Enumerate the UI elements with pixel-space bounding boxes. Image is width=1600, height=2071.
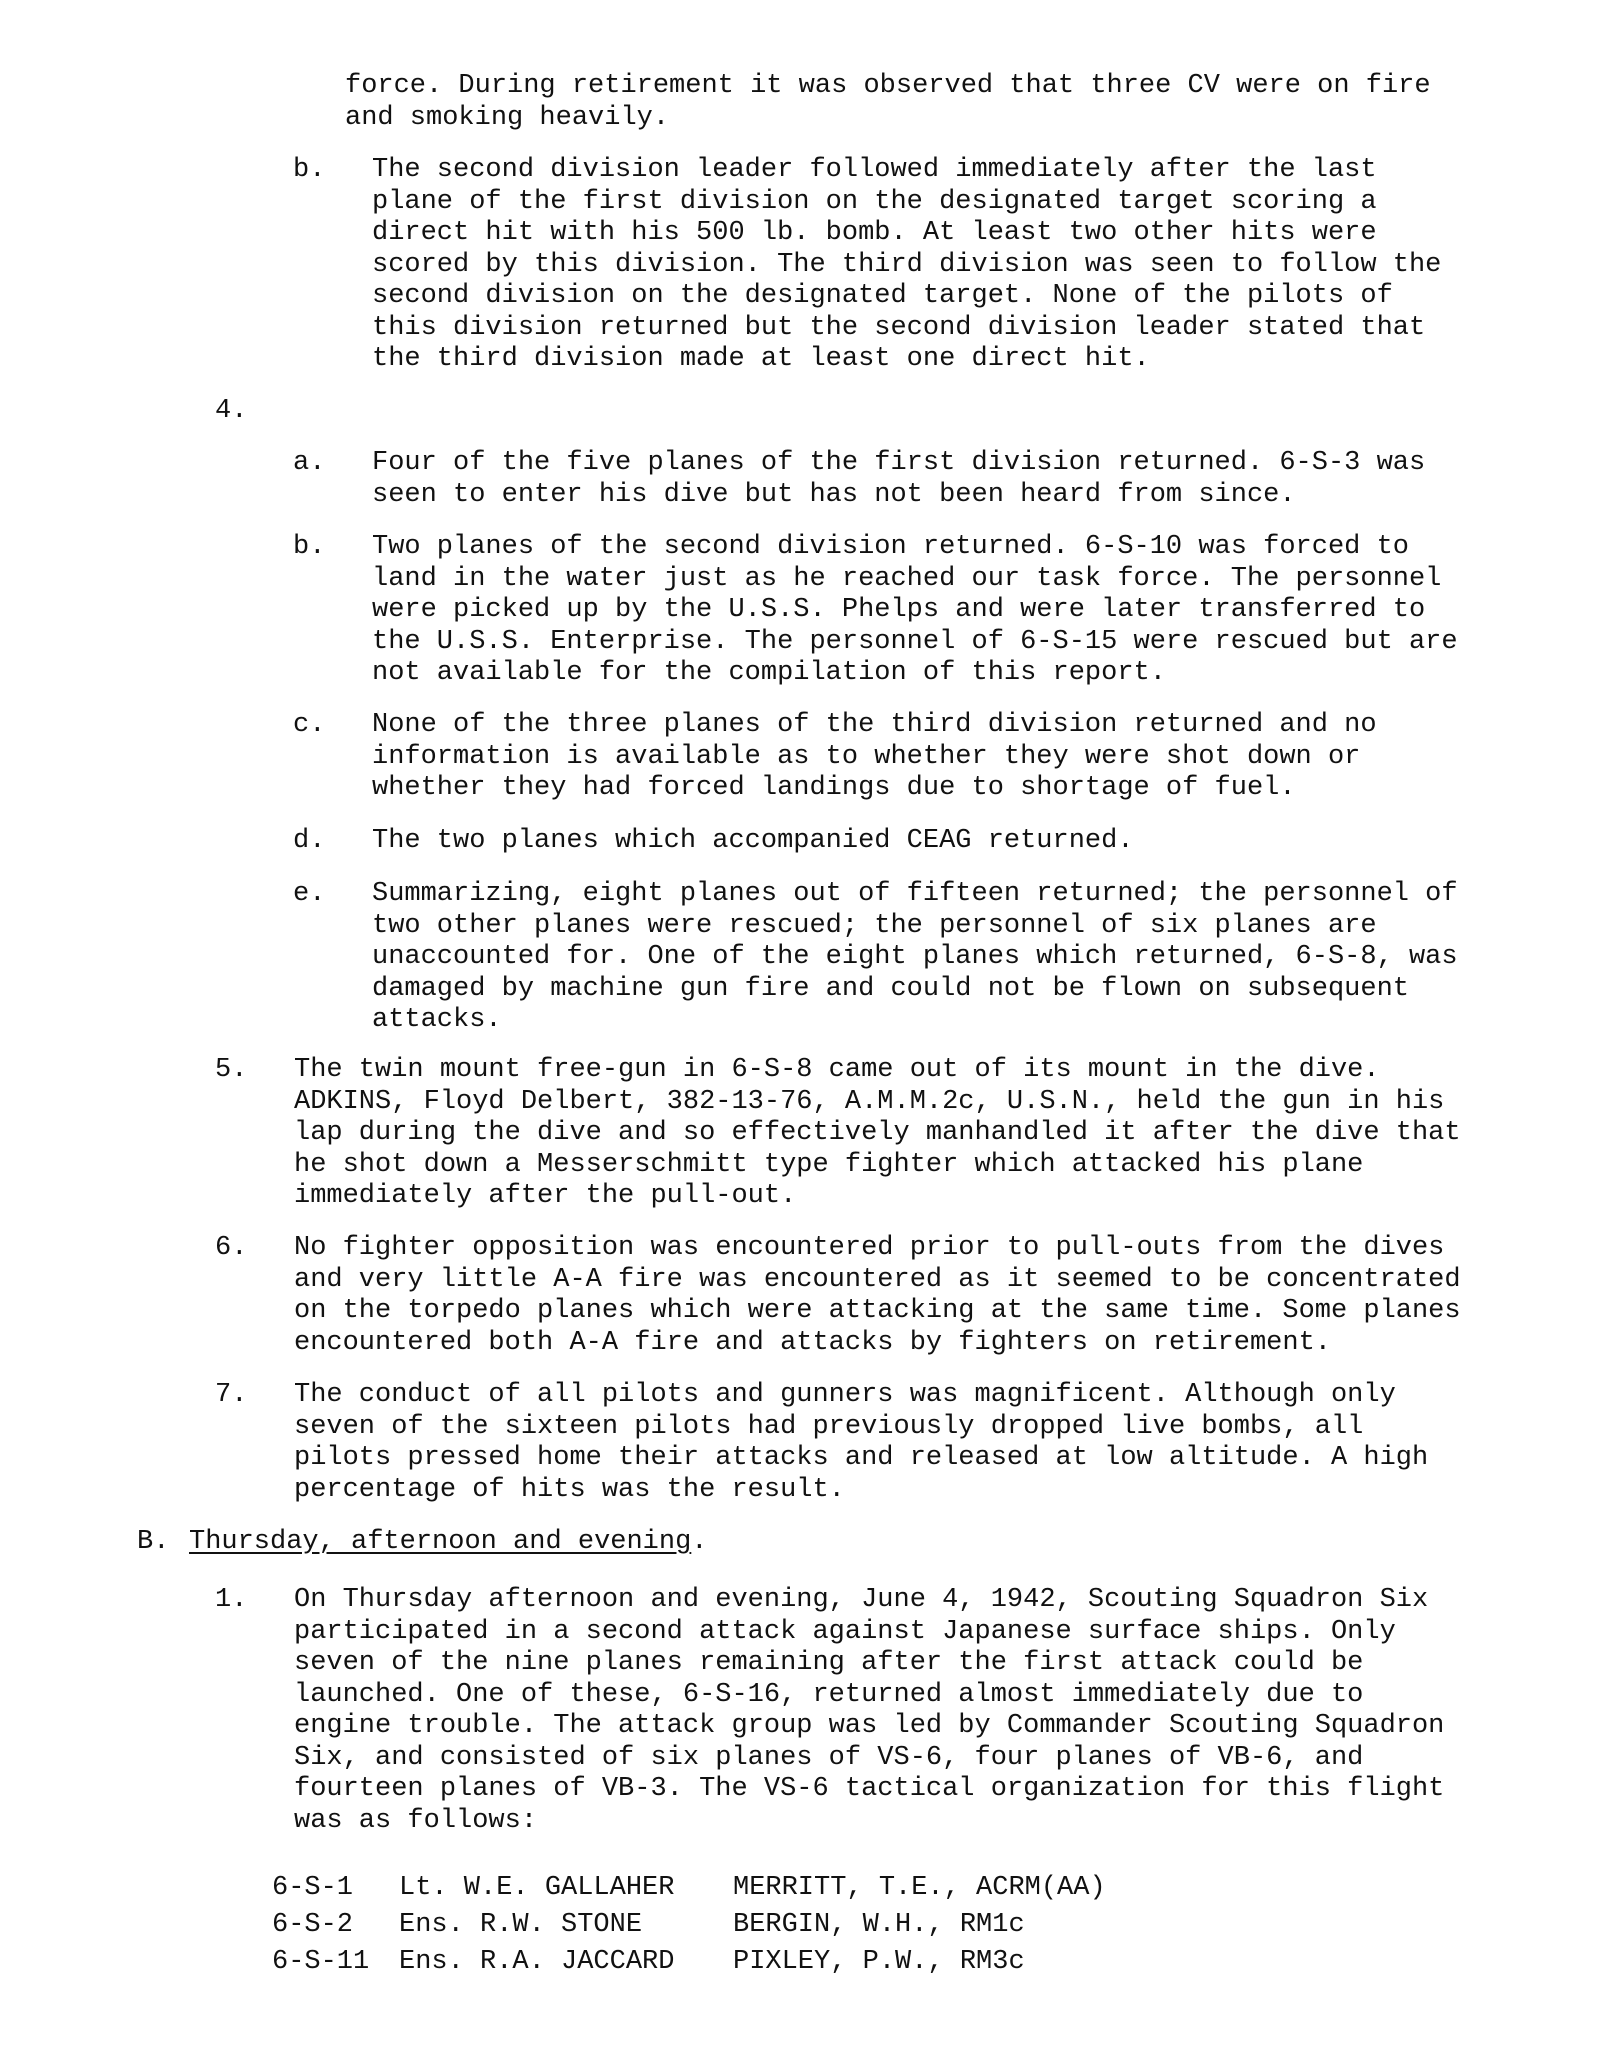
item-b1 — [215, 1585, 1444, 1837]
item-label: 5. — [215, 1055, 248, 1085]
item-7 — [215, 1380, 1428, 1506]
plane-number: 6-S-2 — [272, 1910, 354, 1940]
item-text: Four of the five planes of the first division returned. 6-S-3 was seen to enter his dive but has not been heard from since. — [372, 448, 1426, 510]
item-label: a. — [293, 448, 326, 478]
pilot-name: Lt. W.E. GALLAHER — [399, 1873, 675, 1903]
item-text: Two planes of the second division returned. 6-S-10 was forced to land in the water just as he reached our task force. The personnel were picked up by the U.S.S. Phelps and were later transferred to the U.S.S. Enterprise. The personnel of 6-S-15 were rescued but are not available for the compilation of this report. — [372, 532, 1458, 688]
item-label: 1. — [215, 1585, 248, 1615]
item-text: The second division leader followed immediately after the last plane of the first division on the designated target scoring a direct hit with his 500 lb. bomb. At least two other hits were scored by this division. The third division was seen to follow the second division on the designated target. None of the pilots of this division returned but the second division leader stated that the third division made at least one direct hit. — [372, 155, 1442, 374]
plane-number: 6-S-1 — [272, 1873, 354, 1903]
item-4a — [293, 448, 1425, 511]
section-label: B. — [137, 1527, 170, 1557]
plane-number: 6-S-11 — [272, 1947, 370, 1977]
organization-row — [272, 1910, 1133, 1947]
item-text: On Thursday afternoon and evening, June 4, 1942, Scouting Squadron Six participated in a second attack against Japanese surface ships. Only seven of the nine planes remaining after the first attack could be launched. One of these, 6-S-16, returned almost immediately due to engine trouble. The attack group was led by Commander Scouting Squadron Six, and consisted of six planes of VS-6, four planes of VB-6, and fourteen planes of VB-3. The VS-6 tactical organization for this flight was as follows: — [294, 1585, 1445, 1836]
item-5 — [215, 1055, 1461, 1213]
item-text: The two planes which accompanied CEAG returned. — [372, 826, 1134, 856]
pilot-name: Ens. R.A. JACCARD — [399, 1947, 675, 1977]
organization-row — [272, 1873, 1133, 1910]
organization-row — [272, 1947, 1133, 1984]
item-text: Summarizing, eight planes out of fifteen returned; the personnel of two other planes were rescued; the personnel of six planes are unaccounted for. One of the eight planes which returned, 6-S-8, was damaged by machine gun fire and could not be flown on subsequent attacks. — [372, 879, 1458, 1035]
section-title — [189, 1527, 708, 1559]
item-label: 6. — [215, 1233, 248, 1263]
item-4b — [293, 532, 1458, 690]
gunner-name: PIXLEY, P.W., RM3c — [733, 1947, 1025, 1977]
item-text: The conduct of all pilots and gunners was magnificent. Although only seven of the sixteen pilots had previously dropped live bombs, all pilots pressed home their attacks and released at low altitude. A high percentage of hits was the result. — [294, 1380, 1429, 1505]
item-3b — [293, 155, 1441, 376]
continued-paragraph: force. During retirement it was observed that three CV were on fire and smoking heavily. — [345, 71, 1431, 133]
item-4e — [293, 879, 1458, 1037]
item-4 — [215, 396, 294, 428]
item-label: d. — [293, 826, 326, 856]
item-label: c. — [293, 710, 326, 740]
gunner-name: BERGIN, W.H., RM1c — [733, 1910, 1025, 1940]
section-title-text: Thursday, afternoon and evening — [189, 1527, 692, 1557]
tactical-organization-table — [272, 1873, 1133, 1984]
item-text: The twin mount free-gun in 6-S-8 came out of its mount in the dive. ADKINS, Floyd Delbert, 382-13-76, A.M.M.2c, U.S.N., held the gun in his lap during the dive and so effectively manhandled it after the dive that he shot down a Messerschmitt type fighter which attacked his plane immediately after the pull-out. — [294, 1055, 1461, 1211]
item-text: None of the three planes of the third division returned and no information is available as to whether they were shot down or whether they had forced landings due to shortage of fuel. — [372, 710, 1377, 803]
item-label: 7. — [215, 1380, 248, 1410]
item-text: No fighter opposition was encountered prior to pull-outs from the dives and very little A-A fire was encountered as it seemed to be concentrated on the torpedo planes which were attacking at the same time. Some planes encountered both A-A fire and attacks by fighters on retirement. — [294, 1233, 1461, 1358]
item-label: e. — [293, 879, 326, 909]
pilot-name: Ens. R.W. STONE — [399, 1910, 643, 1940]
section-title-end: . — [691, 1527, 708, 1557]
item-6 — [215, 1233, 1461, 1359]
item-label: 4. — [215, 396, 248, 426]
section-b-heading — [137, 1527, 708, 1559]
gunner-name: MERRITT, T.E., ACRM(AA) — [733, 1873, 1106, 1903]
item-4d — [293, 826, 1134, 858]
item-label: b. — [293, 532, 326, 562]
item-4c — [293, 710, 1377, 805]
item-label: b. — [293, 155, 326, 185]
organization-rows — [272, 1873, 1133, 1984]
